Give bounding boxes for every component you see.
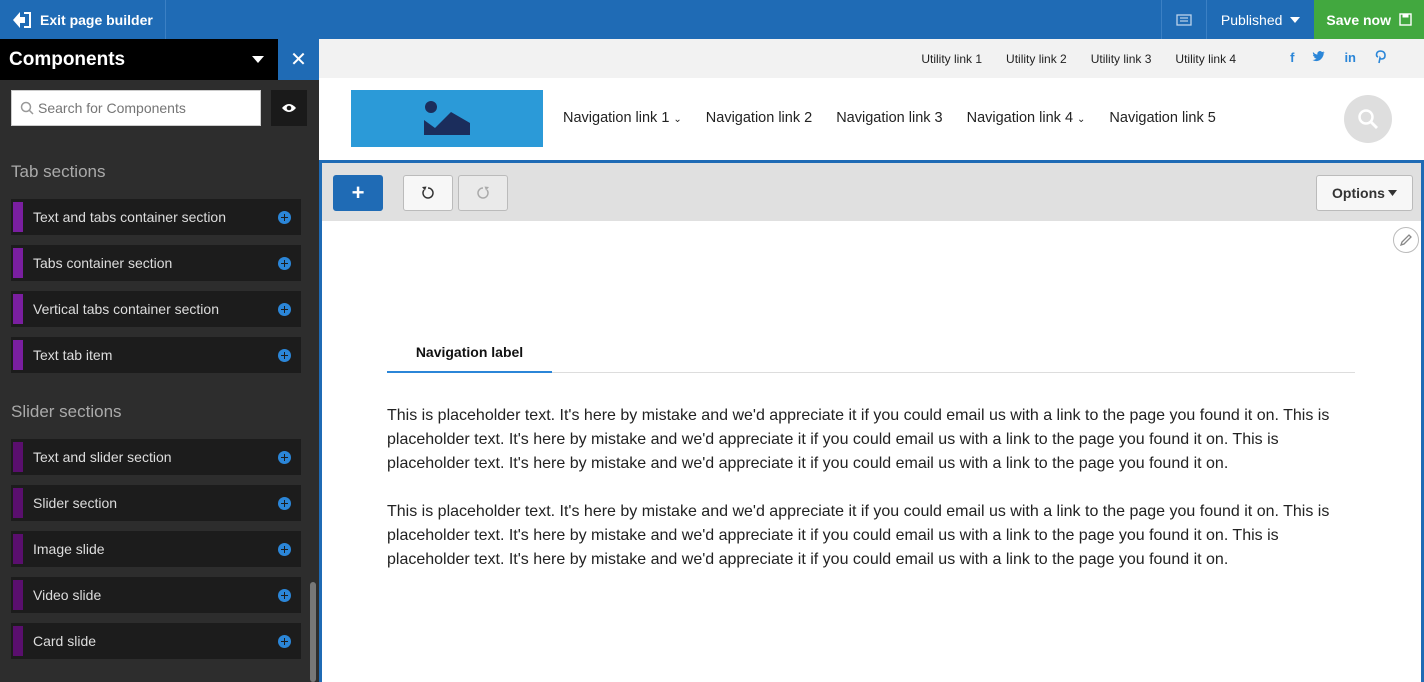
pencil-icon [1399,233,1413,247]
undo-button[interactable] [403,175,453,211]
search-input[interactable] [38,100,248,116]
component-tabs-container-section[interactable] [11,245,301,281]
status-label: Published [1220,11,1283,28]
layout-icon [1176,14,1192,26]
nav-link-5[interactable]: Navigation link 5 [1109,110,1216,126]
body-paragraph: This is placeholder text. It's here by mistake and we'd appreciate it if you could email us with a link to the page you found it on. This is placeholder text. It's here by mistake and we'd appreciate it if you could email us with a link to the page you found it on. This is placeholder text. It's here by mistake and we'd appreciate it if you could email us with a link to the page you found it on. [387,503,1330,568]
exit-page-builder-button[interactable] [0,0,166,39]
social-links [1272,50,1386,67]
add-circle-icon[interactable] [278,589,291,602]
component-label: Image slide [33,541,105,557]
component-label: Tabs container section [33,255,173,271]
preview-toggle-button[interactable] [1161,0,1206,39]
eye-icon [281,103,297,113]
visibility-toggle-button[interactable] [271,90,307,126]
component-label: Text tab item [33,347,113,363]
nav-link-2[interactable]: Navigation link 2 [705,110,813,126]
component-video-slide[interactable] [11,577,301,613]
add-circle-icon[interactable] [278,635,291,648]
nav-link-4[interactable] [967,110,1086,126]
utility-bar [319,39,1424,78]
component-vertical-tabs-container-section[interactable] [11,291,301,327]
facebook-icon[interactable]: f [1290,50,1295,65]
exit-label: Exit page builder [40,11,153,28]
utility-link-4[interactable]: Utility link 4 [1175,51,1237,66]
component-label: Video slide [33,587,102,603]
search-icon [20,101,34,115]
nav-link-label: Navigation link 4 [966,110,1074,126]
exit-icon [12,11,32,29]
section-toolbar [322,163,1421,221]
component-card-slide[interactable] [11,623,301,659]
options-button[interactable] [1316,175,1413,211]
site-logo[interactable] [351,90,543,147]
component-text-tab-item[interactable] [11,337,301,373]
component-slider-section[interactable] [11,485,301,521]
add-circle-icon[interactable] [278,497,291,510]
save-icon [1399,13,1412,26]
add-circle-icon[interactable] [278,303,291,316]
add-circle-icon[interactable] [278,211,291,224]
plus-icon: + [351,180,365,205]
tabs-nav [387,333,1355,373]
search-icon [1357,108,1379,130]
component-label: Vertical tabs container section [33,301,219,317]
site-preview [319,39,1424,682]
close-icon: ✕ [290,49,307,71]
pinterest-icon[interactable] [1374,50,1386,67]
image-placeholder-icon [351,90,543,147]
nav-link-1[interactable] [563,110,682,126]
utility-link-1[interactable]: Utility link 1 [921,51,983,66]
component-label: Text and slider section [33,449,172,465]
chevron-down-icon: ⌄ [673,114,682,125]
add-circle-icon[interactable] [278,257,291,270]
nav-link-label: Navigation link 1 [563,110,670,126]
sidebar-scrollbar-thumb[interactable] [310,582,316,682]
nav-link-3[interactable]: Navigation link 3 [836,110,943,126]
utility-link-2[interactable]: Utility link 2 [1006,51,1067,66]
caret-down-icon [1388,190,1397,196]
component-color-bar [13,534,23,564]
top-bar [0,0,1424,39]
close-sidebar-button[interactable] [278,39,319,80]
add-circle-icon[interactable] [278,543,291,556]
add-component-button[interactable] [333,175,383,211]
component-text-and-slider-section[interactable] [11,439,301,475]
component-color-bar [13,340,23,370]
undo-icon [421,186,435,200]
component-label: Slider section [33,495,118,511]
caret-down-icon[interactable] [252,56,264,63]
group-title-tab-sections: Tab sections [11,162,106,181]
component-color-bar [13,294,23,324]
sidebar-header [0,39,319,80]
component-text-and-tabs-container-section[interactable] [11,199,301,235]
component-color-bar [13,580,23,610]
component-color-bar [13,442,23,472]
redo-button[interactable] [458,175,508,211]
component-color-bar [13,626,23,656]
components-sidebar [0,39,319,682]
options-label: Options [1332,185,1385,201]
redo-icon [476,186,490,200]
editable-section [319,160,1424,682]
tab-navigation-label[interactable]: Navigation label [387,333,552,373]
site-header [319,78,1424,160]
group-title-slider-sections: Slider sections [11,402,122,421]
site-search-button[interactable] [1344,95,1392,143]
component-label: Card slide [33,633,97,649]
chevron-down-icon [1290,17,1300,23]
component-color-bar [13,248,23,278]
linkedin-icon[interactable]: in [1344,50,1356,65]
publish-status-dropdown[interactable] [1206,0,1315,39]
utility-link-3[interactable]: Utility link 3 [1090,51,1152,66]
body-paragraph: This is placeholder text. It's here by mistake and we'd appreciate it if you could email us with a link to the page you found it on. This is placeholder text. It's here by mistake and we'd appreciate it if you could email us with a link to the page you found it on. This is placeholder text. It's here by mistake and we'd appreciate it if you could email us with a link to the page you found it on. [387,407,1330,472]
component-search[interactable] [11,90,261,126]
save-now-button[interactable] [1314,0,1424,39]
chevron-down-icon: ⌄ [1077,114,1086,125]
add-circle-icon[interactable] [278,349,291,362]
component-label: Text and tabs container section [33,209,227,225]
twitter-icon[interactable] [1312,50,1326,67]
sidebar-title: Components [9,48,126,70]
edit-section-button[interactable] [1393,227,1419,253]
add-circle-icon[interactable] [278,451,291,464]
component-image-slide[interactable] [11,531,301,567]
component-color-bar [13,202,23,232]
component-color-bar [13,488,23,518]
save-label: Save now [1326,11,1391,28]
main-navigation [563,110,1240,126]
